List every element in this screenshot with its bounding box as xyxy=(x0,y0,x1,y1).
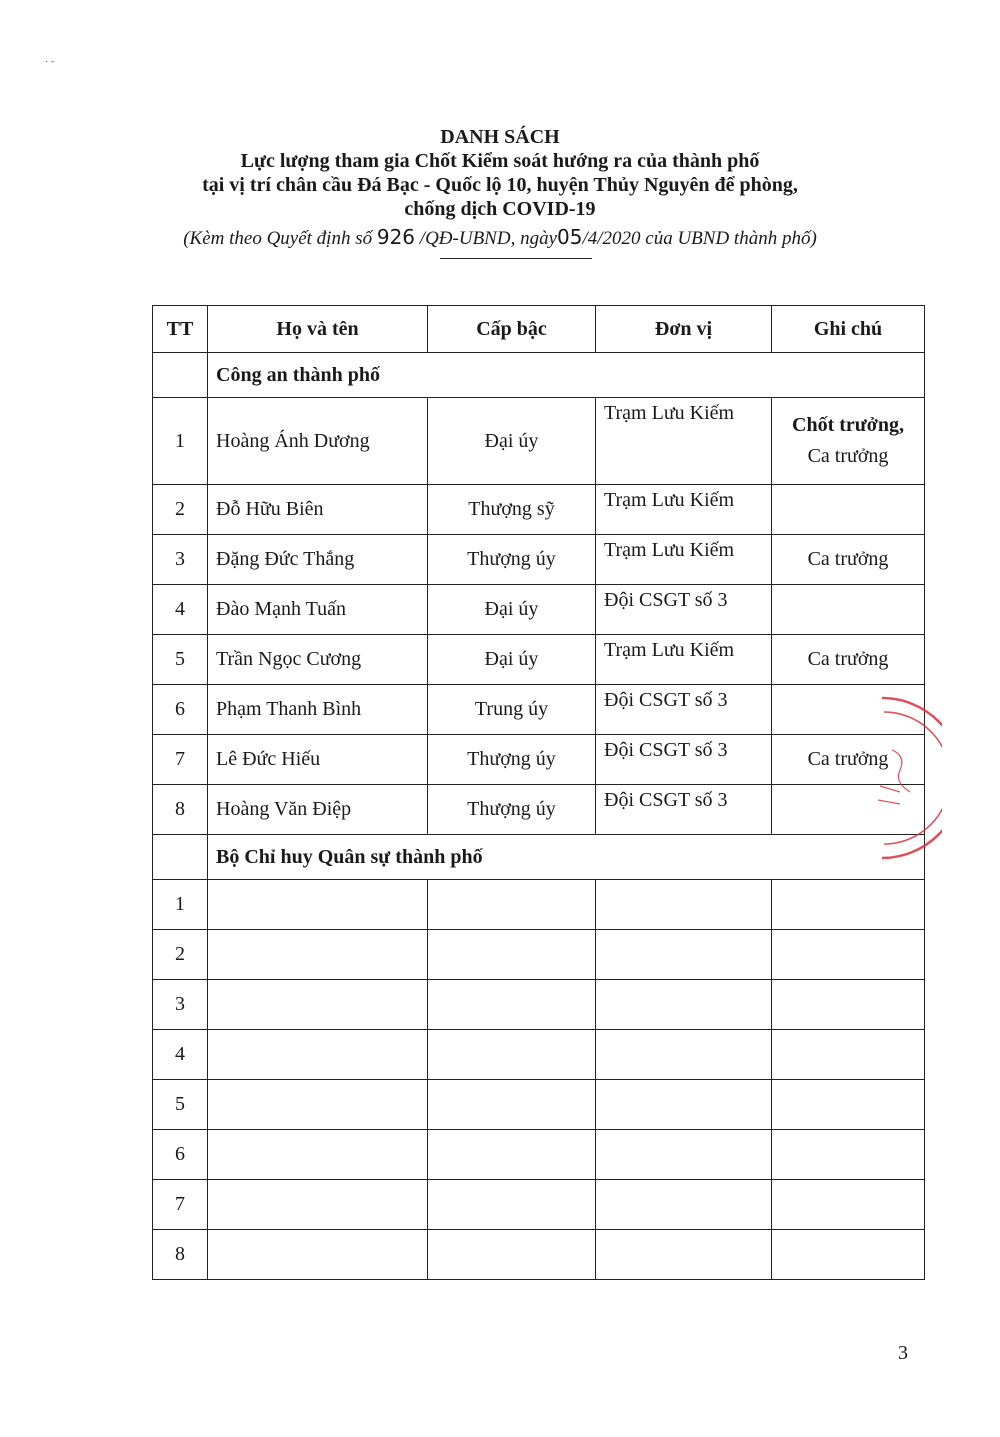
document-title: DANH SÁCH xyxy=(440,126,560,148)
person-name: Đặng Đức Thắng xyxy=(208,535,428,585)
row-number: 8 xyxy=(153,785,208,835)
table-row xyxy=(153,635,925,685)
person-rank xyxy=(428,1230,596,1280)
row-number: 1 xyxy=(153,398,208,485)
column-header-rank: Cấp bậc xyxy=(428,306,596,353)
person-note xyxy=(772,1230,925,1280)
row-number: 5 xyxy=(153,635,208,685)
person-name xyxy=(208,1230,428,1280)
person-rank: Đại úy xyxy=(428,635,596,685)
person-unit: Đội CSGT số 3 xyxy=(596,685,772,735)
person-name xyxy=(208,1030,428,1080)
person-note xyxy=(772,880,925,930)
row-number: 7 xyxy=(153,1180,208,1230)
decision-day: 05 xyxy=(557,225,583,249)
scan-specks: ˙ ˉ xyxy=(45,60,55,71)
table-row xyxy=(153,485,925,535)
table-row xyxy=(153,785,925,835)
person-note xyxy=(772,585,925,635)
decision-reference xyxy=(0,223,1000,253)
page-number: 3 xyxy=(898,1342,908,1364)
person-rank: Đại úy xyxy=(428,398,596,485)
person-name: Hoàng Ánh Dương xyxy=(208,398,428,485)
column-header-name: Họ và tên xyxy=(208,306,428,353)
table-row xyxy=(153,398,925,485)
person-rank xyxy=(428,1080,596,1130)
person-rank xyxy=(428,930,596,980)
person-name xyxy=(208,1130,428,1180)
table-row xyxy=(153,880,925,930)
note-line-2: Ca trưởng xyxy=(807,445,889,467)
person-name: Hoàng Văn Điệp xyxy=(208,785,428,835)
person-unit: Trạm Lưu Kiếm xyxy=(596,535,772,585)
person-note: Ca trưởng xyxy=(772,535,925,585)
column-header-note: Ghi chú xyxy=(772,306,925,353)
person-note xyxy=(772,1130,925,1180)
note-line-1: Chốt trưởng, xyxy=(792,414,904,436)
person-note: Ca trưởng xyxy=(772,735,925,785)
person-note xyxy=(772,1080,925,1130)
row-number: 6 xyxy=(153,685,208,735)
person-name xyxy=(208,1180,428,1230)
row-number: 5 xyxy=(153,1080,208,1130)
person-name xyxy=(208,880,428,930)
row-number: 2 xyxy=(153,485,208,535)
person-name: Đào Mạnh Tuấn xyxy=(208,585,428,635)
person-unit xyxy=(596,1130,772,1180)
section-row-police xyxy=(153,353,925,398)
person-unit: Trạm Lưu Kiếm xyxy=(596,635,772,685)
person-rank xyxy=(428,980,596,1030)
table-header-row xyxy=(153,306,925,353)
title-line-3: chống dịch COVID-19 xyxy=(404,198,596,220)
row-number: 6 xyxy=(153,1130,208,1180)
row-number: 2 xyxy=(153,930,208,980)
decision-number: 926 xyxy=(376,225,416,249)
table-row xyxy=(153,535,925,585)
person-unit xyxy=(596,1080,772,1130)
person-unit: Đội CSGT số 3 xyxy=(596,735,772,785)
person-name: Lê Đức Hiếu xyxy=(208,735,428,785)
person-unit: Đội CSGT số 3 xyxy=(596,585,772,635)
title-line-2: tại vị trí chân cầu Đá Bạc - Quốc lộ 10, huyện Thủy Nguyên để phòng, xyxy=(202,174,798,196)
table-row xyxy=(153,735,925,785)
document-header xyxy=(0,125,1000,253)
section-tt-cell xyxy=(153,835,208,880)
column-header-unit: Đơn vị xyxy=(596,306,772,353)
section-title: Bộ Chỉ huy Quân sự thành phố xyxy=(208,835,925,880)
person-name: Đỗ Hữu Biên xyxy=(208,485,428,535)
row-number: 1 xyxy=(153,880,208,930)
person-note xyxy=(772,1030,925,1080)
header-underline xyxy=(440,258,592,259)
table-row xyxy=(153,1180,925,1230)
person-note xyxy=(772,1180,925,1230)
person-rank: Thượng úy xyxy=(428,735,596,785)
person-unit xyxy=(596,1230,772,1280)
person-unit xyxy=(596,930,772,980)
decision-ref-part3: /4/2020 của UBND thành phố) xyxy=(582,228,817,249)
table-row xyxy=(153,685,925,735)
person-rank xyxy=(428,1180,596,1230)
section-row-military xyxy=(153,835,925,880)
personnel-table xyxy=(152,305,925,1280)
row-number: 4 xyxy=(153,1030,208,1080)
table-row xyxy=(153,1230,925,1280)
person-note xyxy=(772,980,925,1030)
person-rank xyxy=(428,1130,596,1180)
person-unit: Đội CSGT số 3 xyxy=(596,785,772,835)
table-row xyxy=(153,980,925,1030)
table-row xyxy=(153,930,925,980)
person-name: Trần Ngọc Cương xyxy=(208,635,428,685)
decision-ref-part1: (Kèm theo Quyết định số xyxy=(183,228,377,249)
person-unit xyxy=(596,1180,772,1230)
title-line-1: Lực lượng tham gia Chốt Kiểm soát hướng ra của thành phố xyxy=(240,150,760,172)
row-number: 8 xyxy=(153,1230,208,1280)
table-row xyxy=(153,1030,925,1080)
table-row xyxy=(153,1130,925,1180)
person-note xyxy=(772,398,925,485)
person-name: Phạm Thanh Bình xyxy=(208,685,428,735)
row-number: 3 xyxy=(153,980,208,1030)
person-name xyxy=(208,980,428,1030)
section-tt-cell xyxy=(153,353,208,398)
person-note xyxy=(772,930,925,980)
person-unit: Trạm Lưu Kiếm xyxy=(596,485,772,535)
person-name xyxy=(208,1080,428,1130)
person-rank: Trung úy xyxy=(428,685,596,735)
person-rank xyxy=(428,880,596,930)
person-rank: Thượng sỹ xyxy=(428,485,596,535)
table-row xyxy=(153,585,925,635)
decision-ref-part2: /QĐ-UBND, ngày xyxy=(415,228,557,249)
official-seal-stamp xyxy=(862,690,942,866)
person-unit xyxy=(596,880,772,930)
row-number: 4 xyxy=(153,585,208,635)
table-row xyxy=(153,1080,925,1130)
person-name xyxy=(208,930,428,980)
person-rank: Thượng úy xyxy=(428,535,596,585)
person-note: Ca trưởng xyxy=(772,635,925,685)
section-title: Công an thành phố xyxy=(208,353,925,398)
person-rank: Đại úy xyxy=(428,585,596,635)
person-unit: Trạm Lưu Kiếm xyxy=(596,398,772,485)
row-number: 3 xyxy=(153,535,208,585)
person-unit xyxy=(596,1030,772,1080)
row-number: 7 xyxy=(153,735,208,785)
person-rank xyxy=(428,1030,596,1080)
column-header-tt: TT xyxy=(153,306,208,353)
person-note xyxy=(772,485,925,535)
person-rank: Thượng úy xyxy=(428,785,596,835)
person-unit xyxy=(596,980,772,1030)
